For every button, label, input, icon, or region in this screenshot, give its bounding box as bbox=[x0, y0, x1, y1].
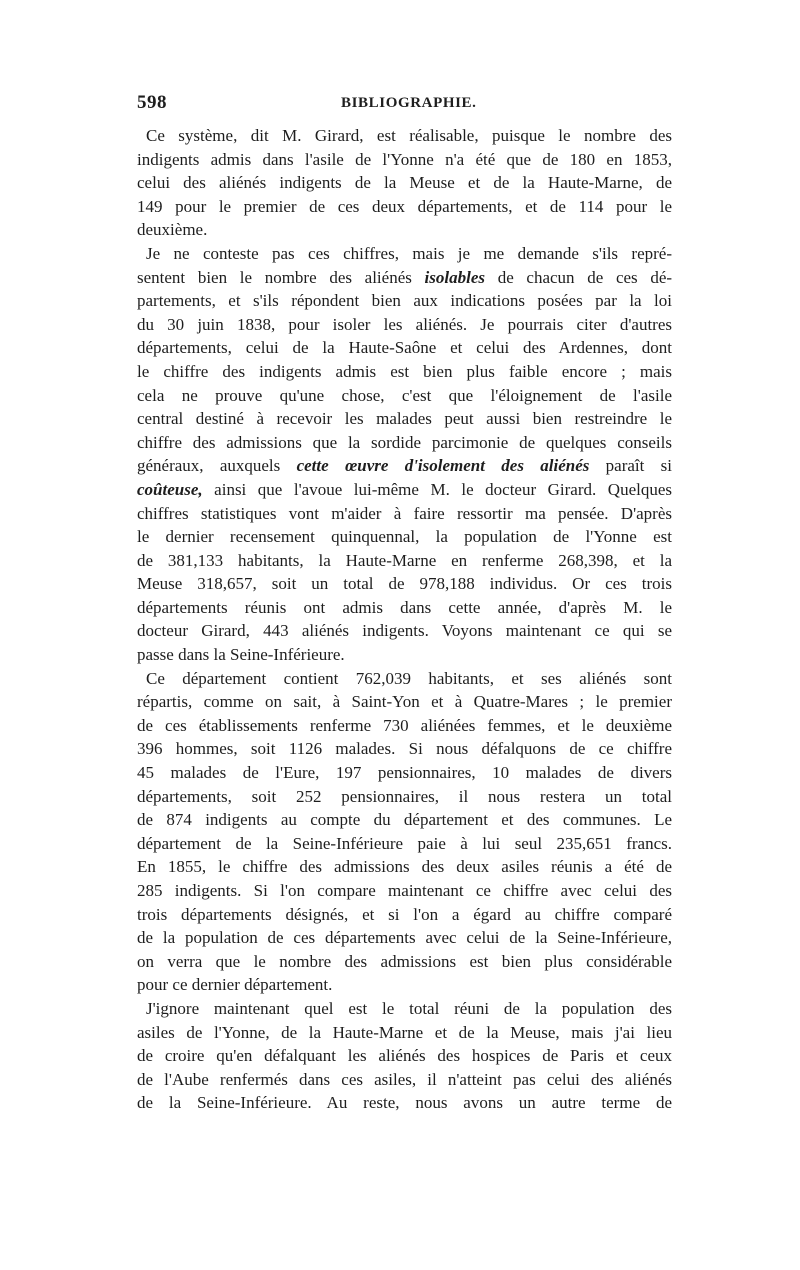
text-line: département de la Seine-Inférieure paie à lui seul 235,651 francs. bbox=[137, 833, 672, 853]
text-line: du 30 juin 1838, pour isoler les aliénés. Je pourrais citer d'autres bbox=[137, 314, 672, 334]
text-line: chiffre des admissions que la sordide parcimonie de quelques conseils bbox=[137, 432, 672, 452]
text-segment: de chacun de ces dé- bbox=[497, 267, 672, 287]
text-line: passe dans la Seine-Inférieure. bbox=[137, 645, 345, 665]
text-line: 149 pour le premier de ces deux départements, et de 114 pour le bbox=[137, 196, 672, 216]
text-line: 285 indigents. Si l'on compare maintenant ce chiffre avec celui des bbox=[137, 881, 672, 900]
text-line: de la Seine-Inférieure. Au reste, nous avons un autre terme de bbox=[137, 1093, 672, 1113]
text-line: Ce système, dit M. Girard, est réalisable, puisque le nombre des bbox=[146, 126, 672, 145]
text-line: 396 hommes, soit 1126 malades. Si nous défalquons de ce chiffre bbox=[137, 739, 672, 759]
text-line: Je ne conteste pas ces chiffres, mais je me demande s'ils repré- bbox=[146, 243, 672, 263]
text-line: chiffres statistiques vont m'aider à faire ressortir ma pensée. D'après bbox=[137, 503, 672, 523]
text-line: on verra que le nombre des admissions est bien plus considérable bbox=[137, 951, 672, 971]
text-line bbox=[137, 454, 672, 478]
text-line: de l'Aube renfermés dans ces asiles, il n'atteint pas celui des aliénés bbox=[137, 1069, 672, 1089]
text-line: le dernier recensement quinquennal, la population de l'Yonne est bbox=[137, 527, 672, 547]
text-line: 45 malades de l'Eure, 197 pensionnaires, 10 malades de divers bbox=[137, 763, 672, 783]
text-line: de ces établissements renferme 730 aliénées femmes, et le deuxième bbox=[137, 715, 672, 735]
text-line: central destiné à recevoir les malades peut aussi bien restreindre le bbox=[137, 409, 672, 429]
text-line: répartis, comme on sait, à Saint-Yon et à Quatre-Mares ; le premier bbox=[137, 692, 672, 712]
running-head: BIBLIOGRAPHIE. bbox=[341, 95, 477, 111]
text-line: celui des aliénés indigents de la Meuse et de la Haute-Marne, de bbox=[137, 173, 672, 193]
text-line: asiles de l'Yonne, de la Haute-Marne et de la Meuse, mais j'ai lieu bbox=[137, 1022, 672, 1042]
text-line: Meuse 318,657, soit un total de 978,188 individus. Or ces trois bbox=[137, 574, 672, 594]
text-line: pour ce dernier département. bbox=[137, 975, 333, 995]
text-line: le chiffre des indigents admis est bien plus faible encore ; mais bbox=[137, 361, 672, 381]
text-line: deuxième. bbox=[137, 220, 208, 240]
text-line: cela ne prouve qu'une chose, c'est que l'éloignement de l'asile bbox=[137, 385, 672, 405]
text-segment: sentent bien le nombre des aliénés bbox=[137, 267, 412, 287]
text-line: départements, soit 252 pensionnaires, il nous restera un total bbox=[137, 786, 672, 806]
text-line: de 874 indigents au compte du département et des communes. Le bbox=[137, 810, 672, 830]
text-line: J'ignore maintenant quel est le total réuni de la population des bbox=[146, 998, 672, 1018]
text-line: trois départements désignés, et si l'on a égard au chiffre comparé bbox=[137, 904, 672, 924]
body-text bbox=[137, 124, 672, 1115]
text-line bbox=[137, 478, 672, 502]
text-line: de croire qu'en défalquant les aliénés des hospices de Paris et ceux bbox=[137, 1046, 672, 1066]
text-line: En 1855, le chiffre des admissions des deux asiles réunis a été de bbox=[137, 857, 672, 877]
italic-phrase: cette œuvre d'isolement des aliénés bbox=[296, 456, 590, 476]
text-segment: paraît si bbox=[605, 456, 672, 476]
page-header bbox=[137, 92, 672, 116]
text-line bbox=[137, 266, 672, 290]
text-line: docteur Girard, 443 aliénés indigents. Voyons maintenant ce qui se bbox=[137, 621, 672, 641]
text-line: départements, celui de la Haute-Saône et celui des Ardennes, dont bbox=[137, 338, 672, 358]
text-line: départements réunis ont admis dans cette année, d'après M. le bbox=[137, 597, 672, 617]
text-line: Ce département contient 762,039 habitants, et ses aliénés sont bbox=[146, 668, 672, 688]
text-line: de 381,133 habitants, la Haute-Marne en renferme 268,398, et la bbox=[137, 550, 672, 570]
text-line: partements, et s'ils répondent bien aux indications posées par la loi bbox=[137, 291, 672, 311]
text-line: de la population de ces départements avec celui de la Seine-Inférieure, bbox=[137, 928, 672, 948]
text-segment: généraux, auxquels bbox=[137, 456, 281, 476]
text-line: indigents admis dans l'asile de l'Yonne n'a été que de 180 en 1853, bbox=[137, 149, 672, 169]
italic-term: coûteuse, bbox=[137, 479, 203, 499]
text-segment: ainsi que l'avoue lui-même M. le docteur Girard. Quelques bbox=[214, 479, 672, 499]
italic-term: isolables bbox=[424, 267, 485, 287]
page-number: 598 bbox=[137, 92, 167, 113]
